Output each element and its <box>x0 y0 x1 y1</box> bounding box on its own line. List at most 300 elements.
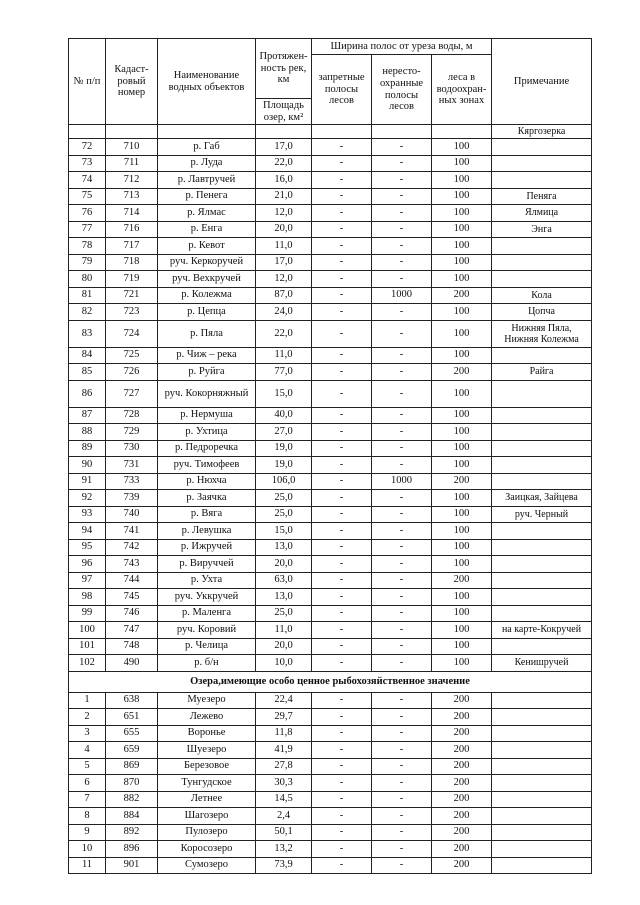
forbidden-width: - <box>312 556 372 573</box>
length-area: 20,0 <box>256 638 312 655</box>
note <box>492 523 592 540</box>
header-area: Площадь озер, км² <box>256 99 312 125</box>
table-row <box>69 572 592 589</box>
cadastral-number: 745 <box>106 589 158 606</box>
water-zone-width: 100 <box>432 254 492 271</box>
length-area: 11,0 <box>256 347 312 364</box>
table-row <box>69 440 592 457</box>
object-name: р. Заячка <box>158 490 256 507</box>
table-row <box>69 320 592 347</box>
spawning-width: 1000 <box>372 287 432 304</box>
length-area: 29,7 <box>256 709 312 726</box>
length-area: 13,0 <box>256 589 312 606</box>
spawning-width: - <box>372 791 432 808</box>
table-row <box>69 523 592 540</box>
object-name: р. Маленга <box>158 605 256 622</box>
note <box>492 775 592 792</box>
note <box>492 589 592 606</box>
spawning-width: - <box>372 742 432 759</box>
cadastral-number: 901 <box>106 857 158 874</box>
forbidden-width: - <box>312 424 372 441</box>
spawning-width: - <box>372 638 432 655</box>
forbidden-width: - <box>312 205 372 222</box>
water-zone-width: 200 <box>432 857 492 874</box>
object-name: Сумозеро <box>158 857 256 874</box>
spawning-width: - <box>372 725 432 742</box>
water-zone-width: 200 <box>432 808 492 825</box>
object-name: Летнее <box>158 791 256 808</box>
length-area: 87,0 <box>256 287 312 304</box>
object-name: Коросозеро <box>158 841 256 858</box>
object-name: р. Ижручей <box>158 539 256 556</box>
table-row <box>69 725 592 742</box>
note <box>492 857 592 874</box>
length-area: 10,0 <box>256 655 312 672</box>
table-row <box>69 407 592 424</box>
spawning-width: - <box>372 221 432 238</box>
spawning-width: - <box>372 320 432 347</box>
table-row <box>69 556 592 573</box>
note <box>492 380 592 407</box>
water-zone-width: 100 <box>432 139 492 156</box>
forbidden-width: - <box>312 523 372 540</box>
length-area: 22,0 <box>256 155 312 172</box>
object-name: р. Луда <box>158 155 256 172</box>
note <box>492 572 592 589</box>
water-zone-width: 200 <box>432 742 492 759</box>
table-row <box>69 638 592 655</box>
row-number: 72 <box>69 139 106 156</box>
water-zone-width: 100 <box>432 155 492 172</box>
row-number: 97 <box>69 572 106 589</box>
note <box>492 347 592 364</box>
spawning-width: - <box>372 440 432 457</box>
water-zone-width: 200 <box>432 824 492 841</box>
row-number: 8 <box>69 808 106 825</box>
note <box>492 709 592 726</box>
row-number: 75 <box>69 188 106 205</box>
spawning-width: - <box>372 775 432 792</box>
water-zone-width: 100 <box>432 407 492 424</box>
cadastral-number: 716 <box>106 221 158 238</box>
table-row <box>69 758 592 775</box>
forbidden-width: - <box>312 808 372 825</box>
object-name: р. Колежма <box>158 287 256 304</box>
water-zone-width: 100 <box>432 539 492 556</box>
cadastral-number: 651 <box>106 709 158 726</box>
length-area: 13,0 <box>256 539 312 556</box>
object-name: руч. Вехкручей <box>158 271 256 288</box>
table-row <box>69 539 592 556</box>
table-row <box>69 490 592 507</box>
note: Пеняга <box>492 188 592 205</box>
object-name: р. Кевот <box>158 238 256 255</box>
spawning-width: - <box>372 457 432 474</box>
water-zone-width: 100 <box>432 238 492 255</box>
row-number: 2 <box>69 709 106 726</box>
header-forbidden: запретные полосы лесов <box>312 55 372 125</box>
row-number: 3 <box>69 725 106 742</box>
water-zone-width: 200 <box>432 758 492 775</box>
spawning-width: - <box>372 589 432 606</box>
cadastral-number: 713 <box>106 188 158 205</box>
length-area: 22,0 <box>256 320 312 347</box>
note: Нижняя Пяла, Нижняя Колежма <box>492 320 592 347</box>
cadastral-number: 727 <box>106 380 158 407</box>
table-row <box>69 473 592 490</box>
forbidden-width: - <box>312 188 372 205</box>
row-number: 89 <box>69 440 106 457</box>
water-zone-width: 100 <box>432 605 492 622</box>
table-row <box>69 271 592 288</box>
table-row <box>69 347 592 364</box>
forbidden-width: - <box>312 841 372 858</box>
water-zone-width: 100 <box>432 655 492 672</box>
length-area: 20,0 <box>256 556 312 573</box>
note <box>492 139 592 156</box>
note <box>492 440 592 457</box>
water-zone-width: 100 <box>432 556 492 573</box>
cadastral-number: 731 <box>106 457 158 474</box>
note <box>492 172 592 189</box>
cadastral-number: 743 <box>106 556 158 573</box>
length-area: 73,9 <box>256 857 312 874</box>
cadastral-number: 659 <box>106 742 158 759</box>
forbidden-width: - <box>312 572 372 589</box>
water-zone-width: 200 <box>432 692 492 709</box>
object-name: р. Енга <box>158 221 256 238</box>
object-name: р. Нермуша <box>158 407 256 424</box>
note: Заицкая, Зайцева <box>492 490 592 507</box>
length-area: 15,0 <box>256 523 312 540</box>
object-name: р. Цепца <box>158 304 256 321</box>
spawning-width: - <box>372 380 432 407</box>
forbidden-width: - <box>312 857 372 874</box>
water-zone-width: 100 <box>432 304 492 321</box>
length-area: 11,0 <box>256 622 312 639</box>
row-number: 81 <box>69 287 106 304</box>
forbidden-width: - <box>312 655 372 672</box>
cadastral-number: 638 <box>106 692 158 709</box>
row-number: 92 <box>69 490 106 507</box>
length-area: 20,0 <box>256 221 312 238</box>
forbidden-width: - <box>312 490 372 507</box>
forbidden-width: - <box>312 407 372 424</box>
spawning-width: - <box>372 523 432 540</box>
forbidden-width: - <box>312 725 372 742</box>
water-zone-width: 100 <box>432 440 492 457</box>
spawning-width: - <box>372 172 432 189</box>
note <box>492 271 592 288</box>
table-row <box>69 589 592 606</box>
note <box>492 556 592 573</box>
forbidden-width: - <box>312 440 372 457</box>
header-num: № п/п <box>69 39 106 125</box>
section-row <box>69 671 592 692</box>
note <box>492 841 592 858</box>
header-cadastral: Кадаст-ровый номер <box>106 39 158 125</box>
row-number: 88 <box>69 424 106 441</box>
length-area: 15,0 <box>256 380 312 407</box>
cadastral-number: 721 <box>106 287 158 304</box>
row-number: 101 <box>69 638 106 655</box>
table-row <box>69 238 592 255</box>
note <box>492 424 592 441</box>
object-name: р. Левушка <box>158 523 256 540</box>
length-area: 77,0 <box>256 364 312 381</box>
forbidden-width: - <box>312 638 372 655</box>
forbidden-width: - <box>312 709 372 726</box>
object-name: Муезеро <box>158 692 256 709</box>
row-number: 90 <box>69 457 106 474</box>
note <box>492 238 592 255</box>
forbidden-width: - <box>312 271 372 288</box>
length-area: 14,5 <box>256 791 312 808</box>
length-area: 12,0 <box>256 271 312 288</box>
length-area: 17,0 <box>256 139 312 156</box>
note: Кола <box>492 287 592 304</box>
note: на карте-Кокручей <box>492 622 592 639</box>
row-number: 86 <box>69 380 106 407</box>
spawning-width: - <box>372 709 432 726</box>
cadastral-number: 739 <box>106 490 158 507</box>
forbidden-width: - <box>312 622 372 639</box>
object-name: р. Пяла <box>158 320 256 347</box>
table-row <box>69 364 592 381</box>
forbidden-width: - <box>312 221 372 238</box>
table-row <box>69 655 592 672</box>
cadastral-number: 729 <box>106 424 158 441</box>
spawning-width: - <box>372 506 432 523</box>
water-zone-width: 100 <box>432 380 492 407</box>
water-zone-width: 100 <box>432 221 492 238</box>
forbidden-width: - <box>312 775 372 792</box>
forbidden-width: - <box>312 304 372 321</box>
row-number: 1 <box>69 692 106 709</box>
spawning-width: - <box>372 655 432 672</box>
object-name: р. Лавтручей <box>158 172 256 189</box>
length-area: 50,1 <box>256 824 312 841</box>
table-row <box>69 188 592 205</box>
row-number: 79 <box>69 254 106 271</box>
water-zone-width: 100 <box>432 490 492 507</box>
table-row <box>69 172 592 189</box>
forbidden-width: - <box>312 238 372 255</box>
length-area: 24,0 <box>256 304 312 321</box>
note <box>492 808 592 825</box>
length-area: 19,0 <box>256 440 312 457</box>
forbidden-width: - <box>312 139 372 156</box>
water-zone-width: 100 <box>432 457 492 474</box>
forbidden-width: - <box>312 539 372 556</box>
water-zone-width: 100 <box>432 589 492 606</box>
forbidden-width: - <box>312 791 372 808</box>
cadastral-number: 892 <box>106 824 158 841</box>
length-area: 30,3 <box>256 775 312 792</box>
row-number: 94 <box>69 523 106 540</box>
object-name: р. Вяга <box>158 506 256 523</box>
length-area: 41,9 <box>256 742 312 759</box>
table-row <box>69 304 592 321</box>
row-number: 76 <box>69 205 106 222</box>
table-row <box>69 692 592 709</box>
row-number: 98 <box>69 589 106 606</box>
cadastral-number: 733 <box>106 473 158 490</box>
object-name: р. Нюхча <box>158 473 256 490</box>
spawning-width: 1000 <box>372 473 432 490</box>
row-number: 73 <box>69 155 106 172</box>
spawning-width: - <box>372 139 432 156</box>
length-area: 25,0 <box>256 605 312 622</box>
length-area: 27,8 <box>256 758 312 775</box>
spawning-width: - <box>372 304 432 321</box>
spawning-width: - <box>372 824 432 841</box>
table-row <box>69 824 592 841</box>
spawning-width: - <box>372 556 432 573</box>
forbidden-width: - <box>312 742 372 759</box>
cadastral-number: 748 <box>106 638 158 655</box>
water-zone-width: 100 <box>432 347 492 364</box>
table-row-blank <box>69 125 592 139</box>
length-area: 13,2 <box>256 841 312 858</box>
forbidden-width: - <box>312 506 372 523</box>
spawning-width: - <box>372 364 432 381</box>
row-number: 96 <box>69 556 106 573</box>
cadastral-number: 712 <box>106 172 158 189</box>
spawning-width: - <box>372 188 432 205</box>
object-name: Березовое <box>158 758 256 775</box>
cadastral-number: 746 <box>106 605 158 622</box>
spawning-width: - <box>372 841 432 858</box>
cadastral-number: 710 <box>106 139 158 156</box>
note <box>492 758 592 775</box>
row-number: 102 <box>69 655 106 672</box>
cadastral-number: 741 <box>106 523 158 540</box>
cadastral-number: 726 <box>106 364 158 381</box>
water-zone-width: 100 <box>432 523 492 540</box>
water-zone-width: 100 <box>432 320 492 347</box>
object-name: Лежево <box>158 709 256 726</box>
note <box>492 539 592 556</box>
cadastral-number: 490 <box>106 655 158 672</box>
length-area: 25,0 <box>256 490 312 507</box>
water-zone-width: 200 <box>432 775 492 792</box>
table-row <box>69 808 592 825</box>
forbidden-width: - <box>312 380 372 407</box>
object-name: р. Ухта <box>158 572 256 589</box>
table-row <box>69 139 592 156</box>
spawning-width: - <box>372 271 432 288</box>
table-row <box>69 457 592 474</box>
row-number: 7 <box>69 791 106 808</box>
header-width-group: Ширина полос от уреза воды, м <box>312 39 492 55</box>
length-area: 21,0 <box>256 188 312 205</box>
spawning-width: - <box>372 407 432 424</box>
table-row <box>69 424 592 441</box>
row-number: 99 <box>69 605 106 622</box>
row-number: 78 <box>69 238 106 255</box>
length-area: 27,0 <box>256 424 312 441</box>
table-row <box>69 742 592 759</box>
note: Кенишручей <box>492 655 592 672</box>
cadastral-number: 723 <box>106 304 158 321</box>
spawning-width: - <box>372 347 432 364</box>
note: Райга <box>492 364 592 381</box>
table-row <box>69 254 592 271</box>
cadastral-number: 714 <box>106 205 158 222</box>
spawning-width: - <box>372 490 432 507</box>
water-zone-width: 200 <box>432 287 492 304</box>
spawning-width: - <box>372 857 432 874</box>
length-area: 11,8 <box>256 725 312 742</box>
length-area: 16,0 <box>256 172 312 189</box>
water-zone-width: 200 <box>432 841 492 858</box>
cadastral-number: 724 <box>106 320 158 347</box>
table-row <box>69 380 592 407</box>
note <box>492 605 592 622</box>
spawning-width: - <box>372 572 432 589</box>
water-zone-width: 200 <box>432 473 492 490</box>
object-name: Тунгудское <box>158 775 256 792</box>
forbidden-width: - <box>312 605 372 622</box>
object-name: р. б/н <box>158 655 256 672</box>
note <box>492 155 592 172</box>
cadastral-number: 655 <box>106 725 158 742</box>
forbidden-width: - <box>312 155 372 172</box>
row-number: 82 <box>69 304 106 321</box>
table-row <box>69 221 592 238</box>
table-row <box>69 605 592 622</box>
header-length: Протяжен-ность рек, км <box>256 39 312 99</box>
row-number: 80 <box>69 271 106 288</box>
table-row <box>69 622 592 639</box>
forbidden-width: - <box>312 287 372 304</box>
spawning-width: - <box>372 424 432 441</box>
spawning-width: - <box>372 692 432 709</box>
forbidden-width: - <box>312 364 372 381</box>
water-zone-width: 100 <box>432 188 492 205</box>
object-name: руч. Керкоручей <box>158 254 256 271</box>
object-name: Пулозеро <box>158 824 256 841</box>
object-name: р. Педроречка <box>158 440 256 457</box>
water-zone-width: 100 <box>432 172 492 189</box>
table-row <box>69 841 592 858</box>
note <box>492 725 592 742</box>
length-area: 19,0 <box>256 457 312 474</box>
note <box>492 457 592 474</box>
row-number: 74 <box>69 172 106 189</box>
water-zone-width: 100 <box>432 271 492 288</box>
cadastral-number: 870 <box>106 775 158 792</box>
row-number: 95 <box>69 539 106 556</box>
water-zone-width: 100 <box>432 506 492 523</box>
cadastral-number: 884 <box>106 808 158 825</box>
water-zone-width: 200 <box>432 725 492 742</box>
table-row <box>69 205 592 222</box>
water-zone-width: 200 <box>432 709 492 726</box>
water-objects-table <box>68 38 592 874</box>
length-area: 106,0 <box>256 473 312 490</box>
object-name: руч. Уккручей <box>158 589 256 606</box>
water-zone-width: 200 <box>432 364 492 381</box>
table-row <box>69 857 592 874</box>
row-number: 11 <box>69 857 106 874</box>
cadastral-number: 717 <box>106 238 158 255</box>
header-name: Наименование водных объектов <box>158 39 256 125</box>
cadastral-number: 730 <box>106 440 158 457</box>
forbidden-width: - <box>312 589 372 606</box>
object-name: р. Челица <box>158 638 256 655</box>
